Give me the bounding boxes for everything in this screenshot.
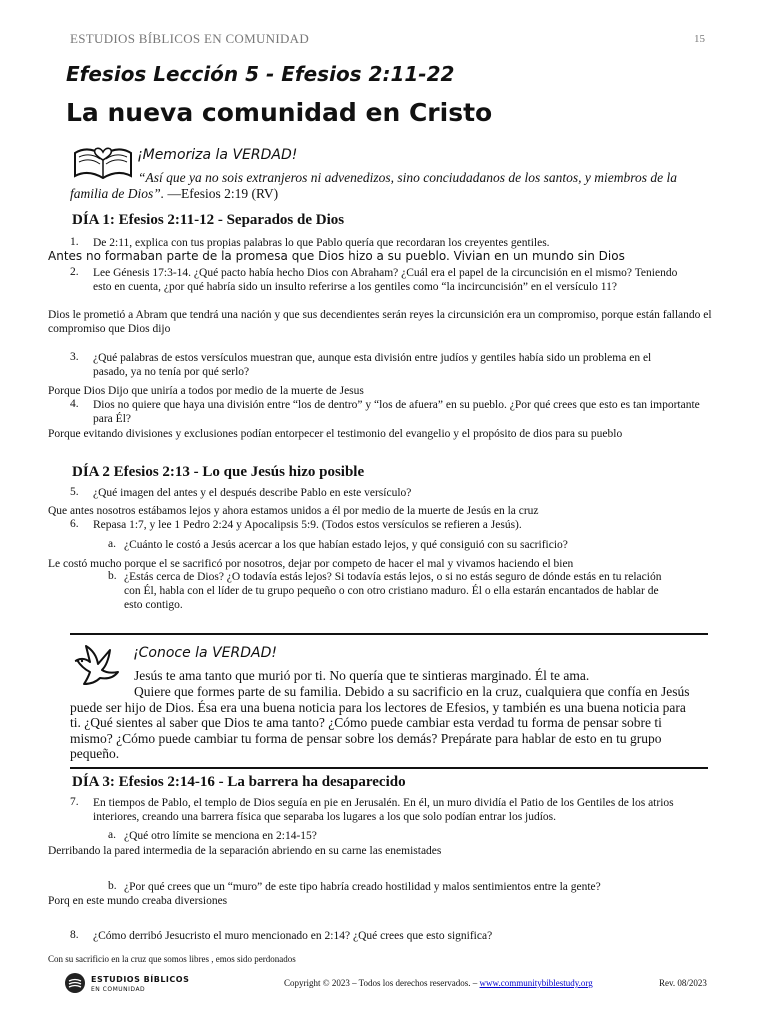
day1-heading: DÍA 1: Efesios 2:11-12 - Separados de Dios <box>72 212 345 228</box>
question-5: ¿Qué imagen del antes y el después describe Pablo en este versículo? <box>93 487 412 499</box>
sub-question-label: a. <box>108 829 116 841</box>
memorize-heading: ¡Memoriza la VERDAD! <box>137 147 298 163</box>
page-number: 15 <box>694 33 705 45</box>
question-6a: ¿Cuánto le costó a Jesús acercar a los que habían estado lejos, y qué consiguió con su sacrificio? <box>124 539 568 551</box>
day2-heading: DÍA 2 Efesios 2:13 - Lo que Jesús hizo posible <box>72 464 365 480</box>
answer-4[interactable]: Porque evitando divisiones y exclusiones podían entorpecer el testimonio del evangelio y el propósito de dios para su pueblo <box>48 428 623 440</box>
day3-heading: DÍA 3: Efesios 2:14-16 - La barrera ha desaparecido <box>72 774 406 790</box>
question-1: De 2:11, explica con tus propias palabras lo que Pablo quería que recordaran los creyentes gentiles. <box>93 237 550 249</box>
question-number: 5. <box>70 486 79 498</box>
cbs-logo-icon <box>64 972 86 994</box>
lesson-title: La nueva comunidad en Cristo <box>66 98 493 127</box>
revision-label: Rev. 08/2023 <box>659 978 707 988</box>
logo-line-2: EN COMUNIDAD <box>91 986 146 993</box>
question-number: 6. <box>70 518 79 530</box>
answer-7b[interactable]: Porq en este mundo creaba diversiones <box>48 895 228 907</box>
question-3: ¿Qué palabras de estos versículos muestran que, aunque esta división entre judíos y gentiles había sido un problema en el pasado, ya no tenía por qué serlo? <box>93 352 652 378</box>
divider-bottom <box>70 767 708 769</box>
question-7b: ¿Por qué crees que un “muro” de este tipo habría creado hostilidad y malos sentimientos entre la gente? <box>124 881 601 893</box>
question-number: 2. <box>70 266 79 278</box>
know-heading: ¡Conoce la VERDAD! <box>133 645 277 661</box>
know-body: Quiere que formes parte de su familia. Debido a su sacrificio en la cruz, cualquiera que confía en Jesús puede ser hijo de Dios. Ésa era una buena noticia para los lectores de Efesios, y también es una buena noticia para ti. ¿Qué sientes al saber que Dios te ama tanto? ¿Cómo puede cambiar esta verdad tu forma de pensar sobre ti mismo? ¿Cómo puede cambiar tu forma de pensar sobre los demás? Prepárate para hablar de esto en tu grupo pequeño. <box>70 684 690 761</box>
sub-question-label: b. <box>108 880 117 892</box>
website-link[interactable]: www.communitybiblestudy.org <box>479 978 593 988</box>
question-7a: ¿Qué otro límite se menciona en 2:14-15? <box>124 830 317 842</box>
question-number: 3. <box>70 351 79 363</box>
question-6: Repasa 1:7, y lee 1 Pedro 2:24 y Apocalipsis 5:9. (Todos estos versículos se refieren a Jesús). <box>93 519 522 531</box>
answer-5[interactable]: Que antes nosotros estábamos lejos y ahora estamos unidos a él por medio de la muerte de Jesús en la cruz <box>48 505 539 517</box>
answer-3[interactable]: Porque Dios Dijo que uniría a todos por medio de la muerte de Jesus <box>48 385 364 397</box>
question-number: 1. <box>70 236 79 248</box>
question-number: 7. <box>70 796 79 808</box>
answer-8[interactable]: Con su sacrificio en la cruz que somos libres , emos sido perdonados <box>48 954 296 964</box>
question-8: ¿Cómo derribó Jesucristo el muro mencionado en 2:14? ¿Qué crees que esto significa? <box>93 930 493 942</box>
copyright-text: Copyright © 2023 – Todos los derechos reservados. – <box>284 978 480 988</box>
answer-1[interactable]: Antes no formaban parte de la promesa que Dios hizo a su pueblo. Vivian en un mundo sin Dios <box>48 249 625 263</box>
question-number: 8. <box>70 929 79 941</box>
question-7: En tiempos de Pablo, el templo de Dios seguía en pie en Jerusalén. En él, un muro dividía el Patio de los Gentiles de los atrios interiores, creando una barrera física que separaba los lugares a los que solo podían entrar los judíos. <box>93 797 674 823</box>
memory-verse-reference: —Efesios 2:19 (RV) <box>164 186 279 201</box>
divider-top <box>70 633 708 635</box>
question-number: 4. <box>70 398 79 410</box>
memory-verse-text: “Así que ya no sois extranjeros ni advenedizos, sino conciudadanos de los santos, y miembros de la familia de Dios”. <box>70 170 677 201</box>
memory-verse <box>70 170 696 202</box>
logo-line-1: ESTUDIOS BÍBLICOS <box>91 975 190 984</box>
question-4: Dios no quiere que haya una división entre “los de dentro” y “los de afuera” en su pueblo. ¿Por qué crees que esto es tan importante para Él? <box>93 399 700 425</box>
lesson-label: Efesios Lección 5 - Efesios 2:11-22 <box>66 62 455 86</box>
question-6b: ¿Estás cerca de Dios? ¿O todavía estás lejos? Si todavía estás lejos, o si no estás seguro de dónde estás en tu relación con Él, habla con el líder de tu grupo pequeño o con otro cristiano maduro. Él o ella estarán encantados de hablar de esto contigo. <box>124 571 662 611</box>
running-header: ESTUDIOS BÍBLICOS EN COMUNIDAD <box>70 31 310 46</box>
question-2: Lee Génesis 17:3-14. ¿Qué pacto había hecho Dios con Abraham? ¿Cuál era el papel de la circuncisión en el mismo? Teniendo esto en cuenta, ¿por qué habría sido un insulto referirse a los gentiles como “la incircuncisión” en el versículo 11? <box>93 267 678 293</box>
sub-question-label: a. <box>108 538 116 550</box>
know-first-line: Jesús te ama tanto que murió por ti. No quería que te sintieras marginado. Él te ama. <box>134 668 590 683</box>
copyright-line <box>284 978 593 988</box>
sub-question-label: b. <box>108 570 117 582</box>
answer-6a[interactable]: Le costó mucho porque el se sacrificó por nosotros, dejar por competo de hacer el mal y vivamos haciendo el bien <box>48 558 574 570</box>
answer-7a[interactable]: Derribando la pared intermedia de la separación abriendo en su carne las enemistades <box>48 845 442 857</box>
answer-2[interactable]: Dios le prometió a Abram que tendrá una nación y que sus decendientes serán reyes la circunsición era un compromiso, porque están fallando el compromiso que Dios dijo <box>48 309 712 335</box>
dove-icon <box>74 640 124 686</box>
